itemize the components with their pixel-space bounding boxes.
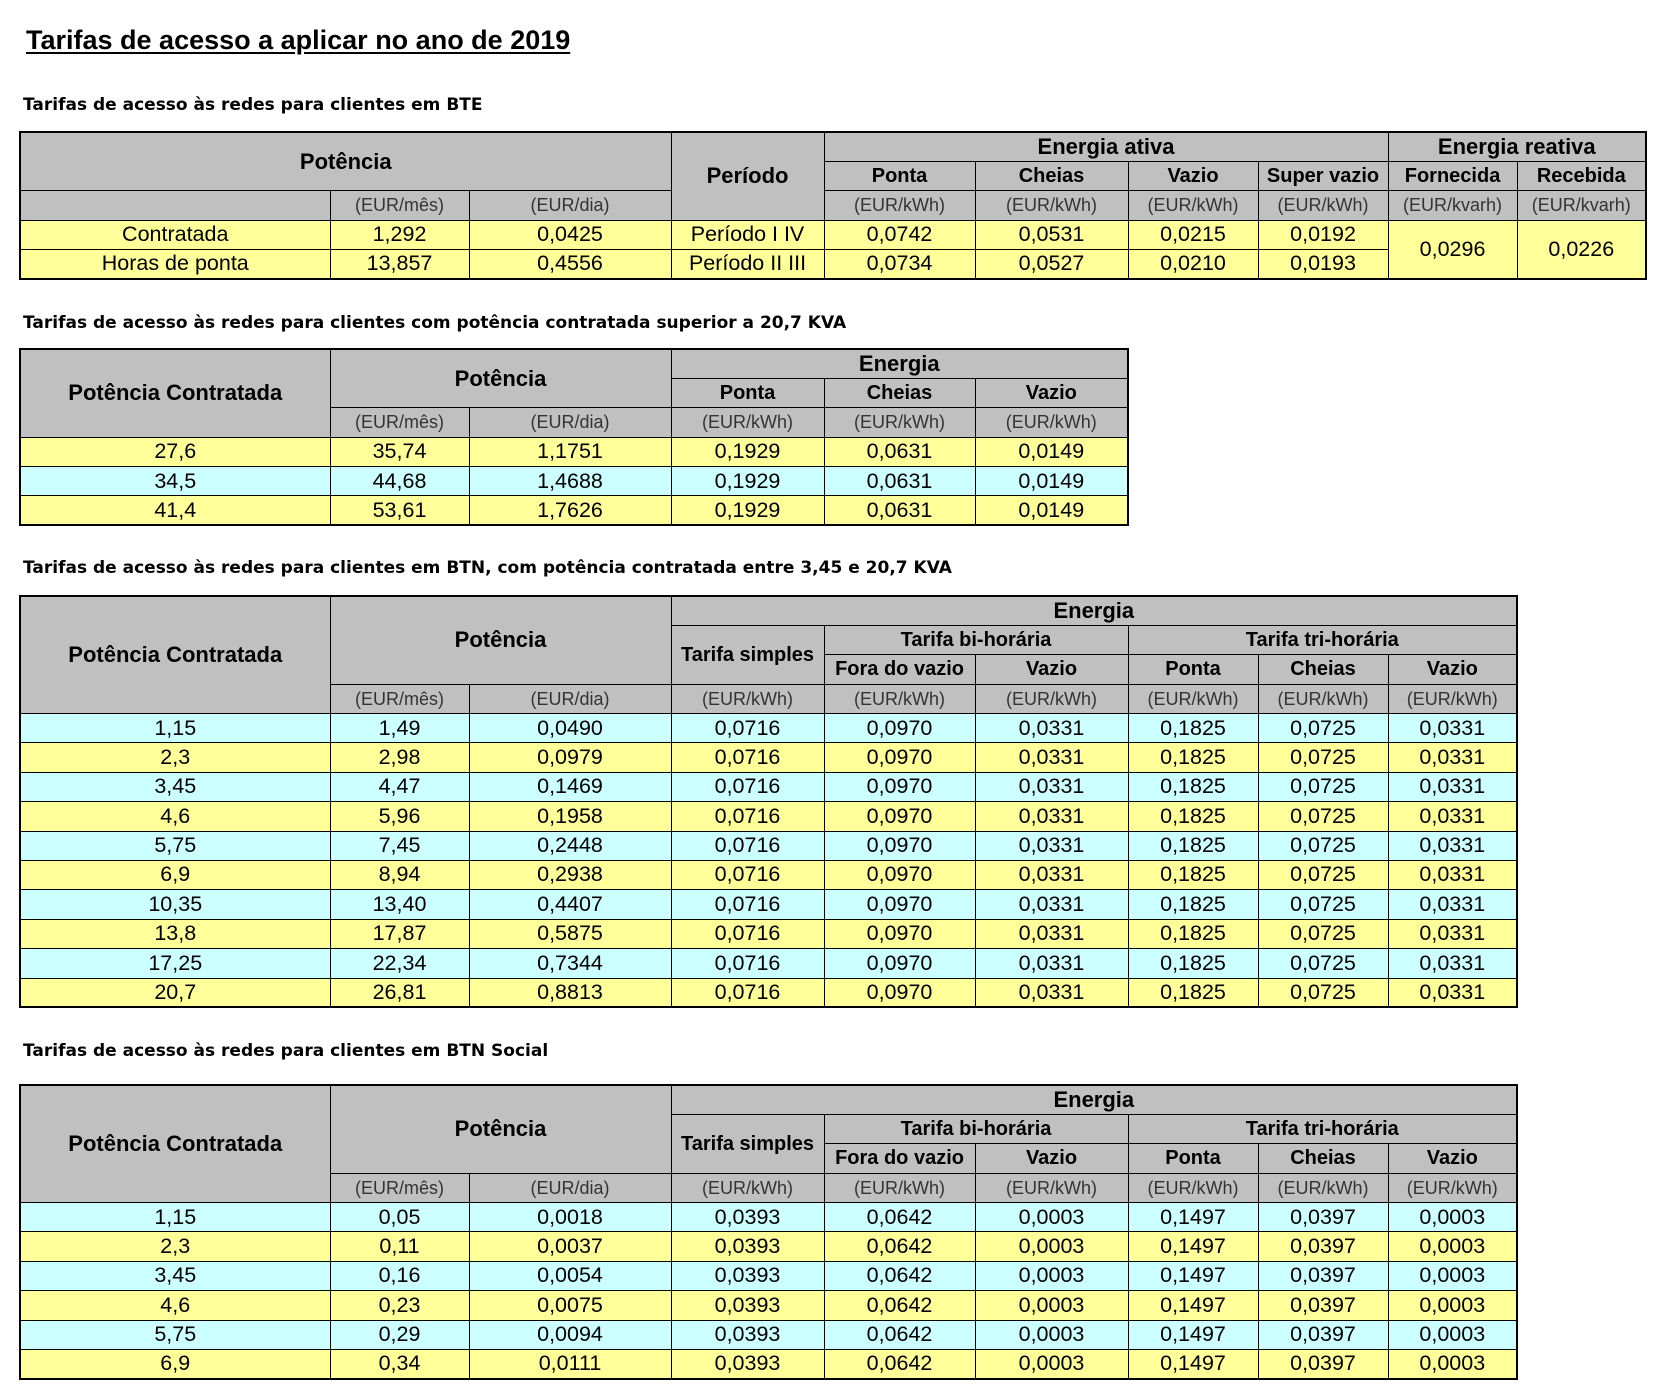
potencia-eur-mes: 26,81 (330, 978, 469, 1007)
tri-horaria-vazio: 0,0003 (1388, 1232, 1517, 1261)
ponta-header: Ponta (671, 378, 824, 407)
mt-caption: Tarifas de acesso às redes para clientes com potência contratada superior a 20,7 KVA (23, 313, 847, 333)
tarifa-simples: 0,0716 (671, 949, 824, 978)
bi-horaria-fora-do-vazio: 0,0642 (824, 1261, 975, 1290)
table-row (20, 919, 1517, 948)
unit-label: (EUR/kWh) (824, 191, 975, 220)
tri-horaria-vazio: 0,0331 (1388, 949, 1517, 978)
potencia-contratada: 41,4 (20, 496, 330, 525)
energia-header: Energia (671, 596, 1517, 625)
bi-horaria-fora-do-vazio: 0,0970 (824, 831, 975, 860)
potencia-contratada: 2,3 (20, 743, 330, 772)
potencia-contratada: 3,45 (20, 1261, 330, 1290)
tri-horaria-vazio: 0,0331 (1388, 772, 1517, 801)
energia-vazio: 0,0215 (1128, 220, 1258, 249)
tri-horaria-cheias: 0,0397 (1258, 1291, 1388, 1320)
tri-horaria-ponta: 0,1825 (1128, 978, 1258, 1007)
unit-label: (EUR/kWh) (1128, 191, 1258, 220)
header-row (20, 132, 1646, 161)
tri-horaria-ponta: 0,1497 (1128, 1291, 1258, 1320)
ponta-header: Ponta (1128, 655, 1258, 684)
potencia-contratada: 34,5 (20, 467, 330, 496)
unit-label: (EUR/kWh) (824, 408, 975, 437)
row-label: Contratada (20, 220, 330, 249)
potencia-contratada: 13,8 (20, 919, 330, 948)
unit-label: (EUR/dia) (469, 408, 671, 437)
energia-cheias: 0,0631 (824, 496, 975, 525)
potencia-contratada-header: Potência Contratada (20, 596, 330, 714)
energia-ponta: 0,1929 (671, 437, 824, 466)
potencia-header: Potência (330, 596, 671, 684)
tri-horaria-vazio: 0,0331 (1388, 714, 1517, 743)
tarifa-simples: 0,0716 (671, 714, 824, 743)
bi-horaria-vazio: 0,0331 (975, 978, 1128, 1007)
bi-horaria-vazio: 0,0003 (975, 1350, 1128, 1379)
table-row (20, 437, 1128, 466)
unit-label: (EUR/mês) (330, 684, 469, 713)
table-row (20, 772, 1517, 801)
table-row (20, 890, 1517, 919)
unit-label: (EUR/kWh) (975, 408, 1128, 437)
tri-horaria-ponta: 0,1825 (1128, 743, 1258, 772)
tri-horaria-ponta: 0,1497 (1128, 1320, 1258, 1349)
tri-horaria-ponta: 0,1825 (1128, 831, 1258, 860)
unit-label: (EUR/dia) (469, 684, 671, 713)
unit-label: (EUR/kWh) (975, 191, 1128, 220)
unit-label: (EUR/kWh) (975, 1173, 1128, 1202)
tri-horaria-vazio: 0,0331 (1388, 919, 1517, 948)
header-row (20, 349, 1128, 378)
row-label: Horas de ponta (20, 250, 330, 279)
bi-horaria-vazio: 0,0331 (975, 831, 1128, 860)
potencia-eur-dia: 0,4556 (469, 250, 671, 279)
potencia-eur-mes: 1,49 (330, 714, 469, 743)
unit-label: (EUR/kvarh) (1388, 191, 1517, 220)
bte-caption: Tarifas de acesso às redes para clientes em BTE (23, 95, 483, 115)
bi-horaria-vazio: 0,0331 (975, 802, 1128, 831)
energia-cheias: 0,0631 (824, 437, 975, 466)
bte-table (19, 131, 1647, 280)
potencia-contratada: 27,6 (20, 437, 330, 466)
tri-horaria-ponta: 0,1825 (1128, 714, 1258, 743)
unit-label: (EUR/kWh) (1258, 1173, 1388, 1202)
vazio-header: Vazio (975, 655, 1128, 684)
potencia-eur-dia: 0,0075 (469, 1291, 671, 1320)
bi-horaria-fora-do-vazio: 0,0970 (824, 743, 975, 772)
potencia-contratada: 4,6 (20, 802, 330, 831)
tarifa-simples: 0,0393 (671, 1320, 824, 1349)
potencia-eur-mes: 0,23 (330, 1291, 469, 1320)
unit-label: (EUR/mês) (330, 408, 469, 437)
table-row (20, 714, 1517, 743)
potencia-contratada: 1,15 (20, 714, 330, 743)
tri-horaria-ponta: 0,1497 (1128, 1350, 1258, 1379)
potencia-eur-mes: 5,96 (330, 802, 469, 831)
vazio-header: Vazio (975, 1144, 1128, 1173)
unit-label: (EUR/kWh) (824, 684, 975, 713)
table-row (20, 1203, 1517, 1232)
energia-cheias: 0,0527 (975, 250, 1128, 279)
header-row (20, 596, 1517, 625)
tarifa-tri-horaria-header: Tarifa tri-horária (1128, 625, 1517, 654)
bi-horaria-vazio: 0,0331 (975, 919, 1128, 948)
energia-reativa-header: Energia reativa (1388, 132, 1646, 161)
potencia-eur-mes: 0,11 (330, 1232, 469, 1261)
table-row (20, 949, 1517, 978)
tarifa-simples: 0,0716 (671, 831, 824, 860)
header-row (20, 1085, 1517, 1114)
bi-horaria-vazio: 0,0331 (975, 949, 1128, 978)
table-row (20, 1232, 1517, 1261)
tri-horaria-cheias: 0,0725 (1258, 714, 1388, 743)
table-row (20, 831, 1517, 860)
potencia-eur-mes: 0,29 (330, 1320, 469, 1349)
page-title: Tarifas de acesso a aplicar no ano de 2019 (26, 25, 571, 55)
potencia-eur-dia: 0,0425 (469, 220, 671, 249)
units-row (20, 191, 1646, 220)
unit-label: (EUR/kWh) (1258, 684, 1388, 713)
tri-horaria-cheias: 0,0725 (1258, 949, 1388, 978)
potencia-contratada: 5,75 (20, 831, 330, 860)
bi-horaria-vazio: 0,0331 (975, 861, 1128, 890)
bi-horaria-vazio: 0,0003 (975, 1261, 1128, 1290)
empty-header-cell (20, 191, 330, 220)
tri-horaria-ponta: 0,1825 (1128, 802, 1258, 831)
unit-label: (EUR/kWh) (671, 1173, 824, 1202)
reativa-recebida: 0,0226 (1517, 220, 1646, 279)
tarifa-simples-header: Tarifa simples (671, 625, 824, 684)
bi-horaria-vazio: 0,0331 (975, 890, 1128, 919)
potencia-header: Potência (20, 132, 671, 191)
table-row (20, 1320, 1517, 1349)
tri-horaria-vazio: 0,0331 (1388, 890, 1517, 919)
fora-do-vazio-header: Fora do vazio (824, 1144, 975, 1173)
potencia-eur-mes: 7,45 (330, 831, 469, 860)
fora-do-vazio-header: Fora do vazio (824, 655, 975, 684)
table-row (20, 220, 1646, 249)
bi-horaria-fora-do-vazio: 0,0642 (824, 1350, 975, 1379)
potencia-contratada: 1,15 (20, 1203, 330, 1232)
bi-horaria-vazio: 0,0003 (975, 1232, 1128, 1261)
tri-horaria-vazio: 0,0331 (1388, 831, 1517, 860)
vazio-header: Vazio (975, 378, 1128, 407)
periodo-cell: Período I IV (671, 220, 824, 249)
tri-horaria-vazio: 0,0331 (1388, 861, 1517, 890)
tarifa-bi-horaria-header: Tarifa bi-horária (824, 625, 1128, 654)
potencia-header: Potência (330, 1085, 671, 1173)
tri-horaria-vazio: 0,0003 (1388, 1261, 1517, 1290)
bi-horaria-vazio: 0,0331 (975, 714, 1128, 743)
potencia-eur-mes: 8,94 (330, 861, 469, 890)
potencia-eur-mes: 13,40 (330, 890, 469, 919)
bi-horaria-fora-do-vazio: 0,0642 (824, 1291, 975, 1320)
energia-ponta: 0,1929 (671, 496, 824, 525)
unit-label: (EUR/kvarh) (1517, 191, 1646, 220)
tri-horaria-cheias: 0,0397 (1258, 1350, 1388, 1379)
fornecida-header: Fornecida (1388, 161, 1517, 190)
potencia-contratada: 5,75 (20, 1320, 330, 1349)
btn-table (19, 595, 1518, 1008)
tri-horaria-ponta: 0,1825 (1128, 919, 1258, 948)
bi-horaria-vazio: 0,0003 (975, 1320, 1128, 1349)
unit-label: (EUR/kWh) (1388, 1173, 1517, 1202)
potencia-header: Potência (330, 349, 671, 408)
energia-header: Energia (671, 1085, 1517, 1114)
tarifa-simples-header: Tarifa simples (671, 1114, 824, 1173)
potencia-eur-mes: 35,74 (330, 437, 469, 466)
table-row (20, 1350, 1517, 1379)
potencia-eur-dia: 0,2448 (469, 831, 671, 860)
energia-ponta: 0,1929 (671, 467, 824, 496)
tarifa-simples: 0,0393 (671, 1261, 824, 1290)
potencia-eur-dia: 1,4688 (469, 467, 671, 496)
potencia-contratada: 6,9 (20, 1350, 330, 1379)
tarifa-simples: 0,0716 (671, 890, 824, 919)
potencia-eur-dia: 0,1469 (469, 772, 671, 801)
bi-horaria-fora-do-vazio: 0,0642 (824, 1232, 975, 1261)
potencia-eur-mes: 44,68 (330, 467, 469, 496)
potencia-eur-mes: 22,34 (330, 949, 469, 978)
tarifa-simples: 0,0716 (671, 772, 824, 801)
tarifa-simples: 0,0716 (671, 978, 824, 1007)
energia-vazio: 0,0210 (1128, 250, 1258, 279)
potencia-eur-dia: 1,7626 (469, 496, 671, 525)
tri-horaria-cheias: 0,0725 (1258, 772, 1388, 801)
bi-horaria-fora-do-vazio: 0,0970 (824, 949, 975, 978)
table-row (20, 467, 1128, 496)
tri-horaria-ponta: 0,1825 (1128, 861, 1258, 890)
tarifa-simples: 0,0393 (671, 1350, 824, 1379)
bi-horaria-fora-do-vazio: 0,0970 (824, 890, 975, 919)
tarifa-simples: 0,0716 (671, 802, 824, 831)
tri-horaria-ponta: 0,1825 (1128, 772, 1258, 801)
tri-horaria-vazio: 0,0003 (1388, 1291, 1517, 1320)
potencia-contratada: 4,6 (20, 1291, 330, 1320)
potencia-eur-dia: 0,0018 (469, 1203, 671, 1232)
potencia-contratada: 2,3 (20, 1232, 330, 1261)
tarifa-simples: 0,0393 (671, 1291, 824, 1320)
potencia-contratada: 6,9 (20, 861, 330, 890)
energia-vazio: 0,0149 (975, 467, 1128, 496)
energia-super-vazio: 0,0192 (1258, 220, 1388, 249)
potencia-contratada-header: Potência Contratada (20, 349, 330, 437)
tri-horaria-cheias: 0,0725 (1258, 831, 1388, 860)
tri-horaria-cheias: 0,0397 (1258, 1320, 1388, 1349)
bi-horaria-fora-do-vazio: 0,0970 (824, 861, 975, 890)
potencia-eur-dia: 0,0490 (469, 714, 671, 743)
unit-label: (EUR/mês) (330, 191, 469, 220)
potencia-eur-dia: 0,2938 (469, 861, 671, 890)
unit-label: (EUR/kWh) (671, 684, 824, 713)
btn-social-caption: Tarifas de acesso às redes para clientes em BTN Social (23, 1041, 549, 1061)
potencia-eur-dia: 0,0054 (469, 1261, 671, 1290)
potencia-contratada: 10,35 (20, 890, 330, 919)
btn-caption: Tarifas de acesso às redes para clientes em BTN, com potência contratada entre 3,45 e 20,7 KVA (23, 558, 952, 578)
bi-horaria-fora-do-vazio: 0,0970 (824, 802, 975, 831)
tarifa-bi-horaria-header: Tarifa bi-horária (824, 1114, 1128, 1143)
cheias-header: Cheias (1258, 655, 1388, 684)
table-row (20, 1291, 1517, 1320)
tri-horaria-vazio: 0,0003 (1388, 1320, 1517, 1349)
mt-table (19, 348, 1129, 526)
energia-cheias: 0,0631 (824, 467, 975, 496)
tri-horaria-ponta: 0,1497 (1128, 1261, 1258, 1290)
potencia-contratada: 20,7 (20, 978, 330, 1007)
ponta-header: Ponta (1128, 1144, 1258, 1173)
reativa-fornecida: 0,0296 (1388, 220, 1517, 279)
table-row (20, 978, 1517, 1007)
tri-horaria-cheias: 0,0725 (1258, 978, 1388, 1007)
potencia-eur-mes: 0,16 (330, 1261, 469, 1290)
vazio-header: Vazio (1388, 655, 1517, 684)
periodo-header: Período (671, 132, 824, 220)
potencia-eur-dia: 0,5875 (469, 919, 671, 948)
table-row (20, 802, 1517, 831)
energia-cheias: 0,0531 (975, 220, 1128, 249)
unit-label: (EUR/kWh) (824, 1173, 975, 1202)
periodo-cell: Período II III (671, 250, 824, 279)
tri-horaria-cheias: 0,0397 (1258, 1232, 1388, 1261)
unit-label: (EUR/mês) (330, 1173, 469, 1202)
energia-ativa-header: Energia ativa (824, 132, 1388, 161)
potencia-eur-mes: 13,857 (330, 250, 469, 279)
potencia-eur-dia: 0,4407 (469, 890, 671, 919)
potencia-eur-dia: 0,0094 (469, 1320, 671, 1349)
tri-horaria-cheias: 0,0397 (1258, 1261, 1388, 1290)
tri-horaria-cheias: 0,0725 (1258, 861, 1388, 890)
table-row (20, 743, 1517, 772)
bi-horaria-fora-do-vazio: 0,0970 (824, 714, 975, 743)
bi-horaria-fora-do-vazio: 0,0970 (824, 772, 975, 801)
energia-ponta: 0,0734 (824, 250, 975, 279)
unit-label: (EUR/kWh) (1128, 684, 1258, 713)
unit-label: (EUR/kWh) (975, 684, 1128, 713)
bi-horaria-fora-do-vazio: 0,0642 (824, 1320, 975, 1349)
tri-horaria-vazio: 0,0331 (1388, 978, 1517, 1007)
tarifa-simples: 0,0393 (671, 1203, 824, 1232)
energia-vazio: 0,0149 (975, 496, 1128, 525)
tarifa-simples: 0,0716 (671, 861, 824, 890)
potencia-contratada: 17,25 (20, 949, 330, 978)
table-row (20, 496, 1128, 525)
tri-horaria-ponta: 0,1825 (1128, 890, 1258, 919)
tri-horaria-vazio: 0,0331 (1388, 802, 1517, 831)
cheias-header: Cheias (1258, 1144, 1388, 1173)
tri-horaria-vazio: 0,0331 (1388, 743, 1517, 772)
tri-horaria-vazio: 0,0003 (1388, 1203, 1517, 1232)
tri-horaria-ponta: 0,1497 (1128, 1203, 1258, 1232)
tri-horaria-cheias: 0,0725 (1258, 743, 1388, 772)
bi-horaria-fora-do-vazio: 0,0970 (824, 978, 975, 1007)
bi-horaria-fora-do-vazio: 0,0642 (824, 1203, 975, 1232)
tri-horaria-ponta: 0,1497 (1128, 1232, 1258, 1261)
table-row (20, 861, 1517, 890)
potencia-eur-dia: 1,1751 (469, 437, 671, 466)
potencia-eur-mes: 4,47 (330, 772, 469, 801)
tri-horaria-ponta: 0,1825 (1128, 949, 1258, 978)
tarifa-simples: 0,0716 (671, 919, 824, 948)
tri-horaria-cheias: 0,0725 (1258, 802, 1388, 831)
super-vazio-header: Super vazio (1258, 161, 1388, 190)
potencia-eur-mes: 17,87 (330, 919, 469, 948)
cheias-header: Cheias (824, 378, 975, 407)
tri-horaria-vazio: 0,0003 (1388, 1350, 1517, 1379)
bi-horaria-vazio: 0,0331 (975, 743, 1128, 772)
unit-label: (EUR/dia) (469, 191, 671, 220)
bi-horaria-vazio: 0,0003 (975, 1203, 1128, 1232)
potencia-eur-mes: 0,05 (330, 1203, 469, 1232)
recebida-header: Recebida (1517, 161, 1646, 190)
potencia-contratada: 3,45 (20, 772, 330, 801)
btn-social-table (19, 1084, 1518, 1380)
ponta-header: Ponta (824, 161, 975, 190)
tri-horaria-cheias: 0,0397 (1258, 1203, 1388, 1232)
tri-horaria-cheias: 0,0725 (1258, 890, 1388, 919)
unit-label: (EUR/kWh) (1258, 191, 1388, 220)
potencia-eur-dia: 0,7344 (469, 949, 671, 978)
tri-horaria-cheias: 0,0725 (1258, 919, 1388, 948)
bi-horaria-fora-do-vazio: 0,0970 (824, 919, 975, 948)
bi-horaria-vazio: 0,0003 (975, 1291, 1128, 1320)
potencia-eur-dia: 0,8813 (469, 978, 671, 1007)
energia-vazio: 0,0149 (975, 437, 1128, 466)
unit-label: (EUR/kWh) (1128, 1173, 1258, 1202)
unit-label: (EUR/kWh) (671, 408, 824, 437)
tarifa-tri-horaria-header: Tarifa tri-horária (1128, 1114, 1517, 1143)
vazio-header: Vazio (1388, 1144, 1517, 1173)
unit-label: (EUR/kWh) (1388, 684, 1517, 713)
tarifa-simples: 0,0716 (671, 743, 824, 772)
potencia-eur-mes: 53,61 (330, 496, 469, 525)
tarifa-simples: 0,0393 (671, 1232, 824, 1261)
potencia-contratada-header: Potência Contratada (20, 1085, 330, 1203)
potencia-eur-dia: 0,1958 (469, 802, 671, 831)
potencia-eur-mes: 2,98 (330, 743, 469, 772)
unit-label: (EUR/dia) (469, 1173, 671, 1202)
table-row (20, 1261, 1517, 1290)
potencia-eur-mes: 0,34 (330, 1350, 469, 1379)
cheias-header: Cheias (975, 161, 1128, 190)
potencia-eur-mes: 1,292 (330, 220, 469, 249)
energia-header: Energia (671, 349, 1128, 378)
potencia-eur-dia: 0,0111 (469, 1350, 671, 1379)
vazio-header: Vazio (1128, 161, 1258, 190)
energia-ponta: 0,0742 (824, 220, 975, 249)
bi-horaria-vazio: 0,0331 (975, 772, 1128, 801)
potencia-eur-dia: 0,0037 (469, 1232, 671, 1261)
potencia-eur-dia: 0,0979 (469, 743, 671, 772)
energia-super-vazio: 0,0193 (1258, 250, 1388, 279)
